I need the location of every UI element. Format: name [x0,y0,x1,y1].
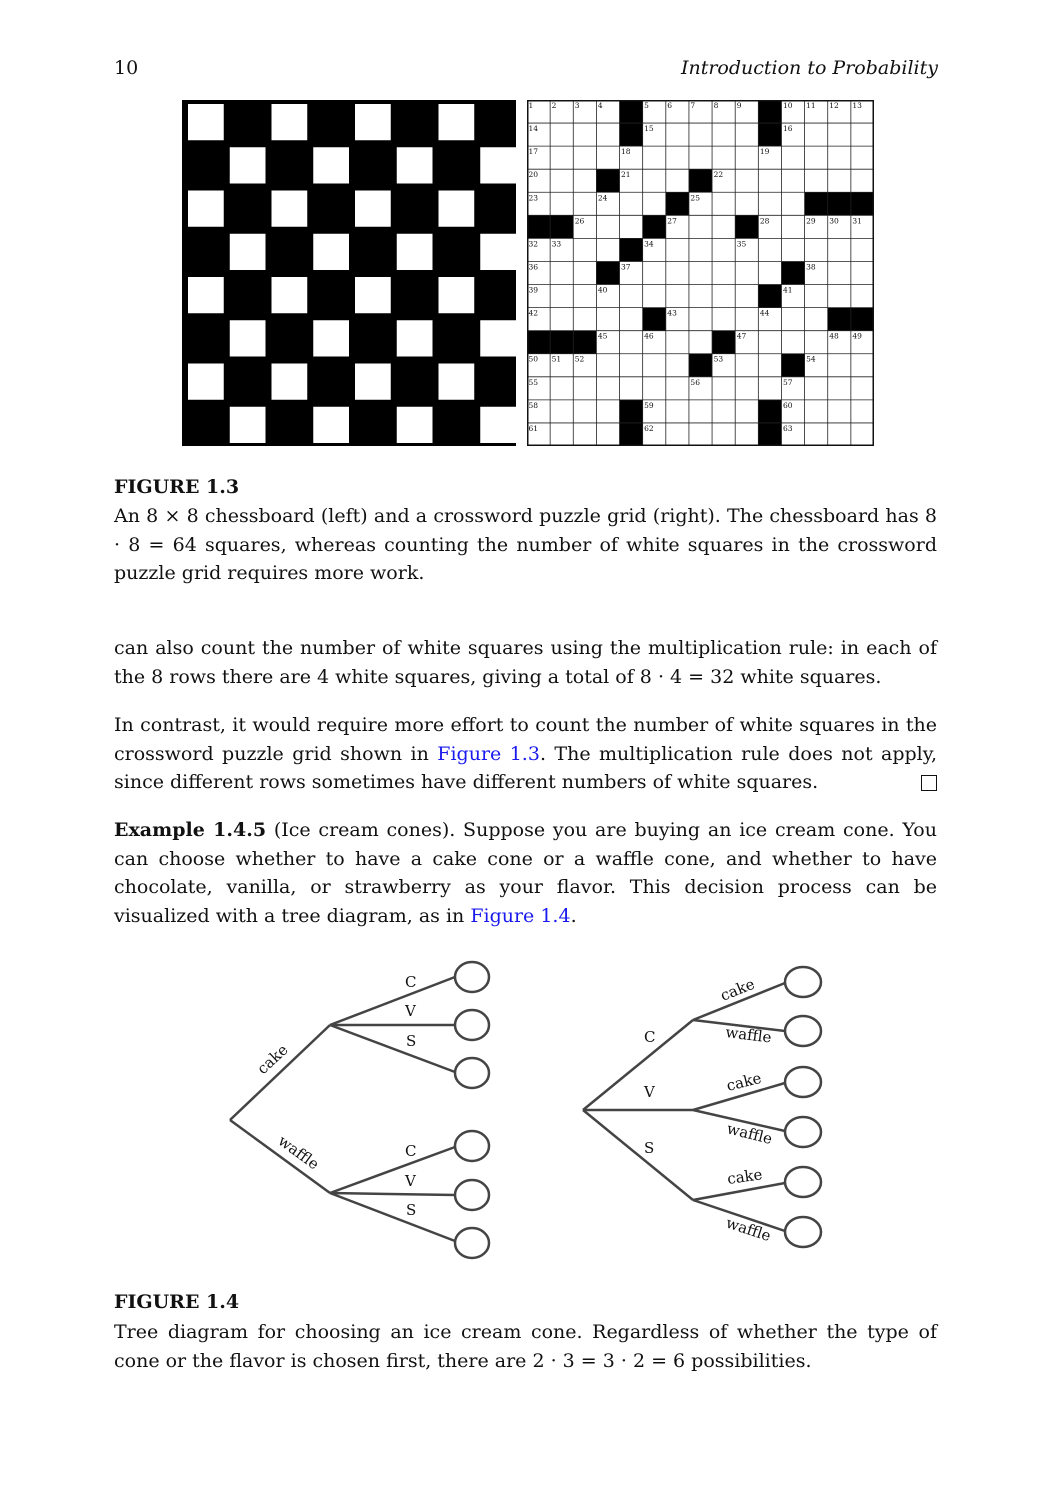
label-waffle: waffle [723,1213,774,1246]
crossword-black-square [781,354,804,377]
crossword-clue-number: 30 [829,216,839,226]
crossword-clue-number: 32 [528,239,539,249]
chess-white-square [188,364,224,400]
edge-root-s [583,1110,693,1200]
crossword-black-square [643,215,666,238]
label-c: C [644,1028,656,1046]
edge-waffle-v [330,1193,455,1195]
crossword-clue-number: 45 [597,331,608,341]
crossword-clue-number: 18 [621,147,631,157]
chess-white-square [439,104,475,140]
crossword-black-square [758,123,781,146]
chess-white-square [272,191,308,227]
crossword-black-square [573,331,596,354]
crossword-clue-number: 35 [736,239,747,249]
chess-white-square [439,191,475,227]
label-cake: cake [726,1165,764,1188]
crossword-clue-number: 55 [528,377,539,387]
crossword-black-square [712,331,735,354]
edge-waffle-c [330,1147,455,1193]
label-v: V [405,1172,416,1190]
para2-text-end: . The multiplication rule does not apply, since different rows sometimes have different numbers of white squares. [114,742,938,793]
label-s: S [644,1139,655,1157]
crossword-black-square [527,215,550,238]
crossword-clue-number: 9 [736,101,742,110]
figure-1-4-label: FIGURE 1.4 [114,1291,240,1313]
crossword-clue-number: 54 [806,354,816,364]
crossword-clue-number: 40 [597,285,608,295]
chess-white-square [313,147,349,183]
tree-diagram-cone-first [215,955,505,1265]
crossword-clue-number: 5 [644,101,649,110]
crossword-clue-number: 17 [528,147,539,157]
figure-1-4-caption: Tree diagram for choosing an ice cream cone. Regardless of whether the type of cone or the flavor is chosen first, there are 2 · 3 = 3 · 2 = 6 possibilities. [114,1321,937,1372]
figure-1-3-caption: An 8 × 8 chessboard (left) and a crossword puzzle grid (right). The chessboard has 8 · 8 = 64 squares, whereas counting the number of white squares in the crossword puzzle grid requires more work. [114,505,937,584]
label-s: S [406,1201,417,1219]
label-s: S [406,1032,417,1050]
crossword-clue-number: 12 [829,101,839,110]
running-head: Introduction to Probability [680,57,938,79]
crossword-black-square [620,123,643,146]
chessboard-figure [182,100,516,446]
crossword-clue-number: 29 [806,216,816,226]
crossword-clue-number: 39 [528,285,539,295]
outcome-node [785,1016,821,1046]
chess-white-square [397,147,433,183]
crossword-clue-number: 4 [597,101,603,110]
crossword-clue-number: 20 [528,170,539,180]
crossword-clue-number: 8 [713,101,719,110]
outcome-node [455,1131,489,1161]
chess-white-square [272,364,308,400]
crossword-clue-number: 13 [852,101,862,110]
crossword-black-square [781,261,804,284]
label-cake: cake [253,1040,292,1078]
outcome-node [785,1167,821,1197]
crossword-black-square [758,100,781,123]
crossword-black-square [620,423,643,446]
crossword-clue-number: 61 [528,423,539,433]
crossword-clue-number: 16 [782,124,793,134]
figure-1-4-link[interactable]: Figure 1.4 [470,904,571,927]
crossword-clue-number: 22 [713,170,724,180]
crossword-clue-number: 26 [574,216,585,226]
chess-white-square [230,147,266,183]
crossword-clue-number: 19 [759,147,770,157]
crossword-grid-figure [527,100,874,446]
chess-white-square [480,234,516,270]
outcome-node [785,1067,821,1097]
outcome-node [455,1010,489,1040]
crossword-black-square [689,354,712,377]
crossword-black-square [666,192,689,215]
crossword-clue-number: 25 [690,193,700,203]
crossword-black-square [758,285,781,308]
outcome-node [455,1058,489,1088]
crossword-clue-number: 48 [829,331,839,341]
label-cake: cake [717,974,758,1005]
crossword-clue-number: 43 [667,308,677,318]
crossword-clue-number: 60 [782,400,793,410]
para2-text: In contrast, it would require more effort to count the number of white squares in the crossword puzzle grid shown in [114,714,937,765]
crossword-black-square [689,169,712,192]
chess-white-square [480,407,516,443]
edge-waffle-s [330,1193,455,1241]
edge-root-cake [230,1025,330,1120]
example-label: Example 1.4.5 [114,819,267,841]
crossword-clue-number: 59 [644,400,654,410]
crossword-clue-number: 53 [713,354,724,364]
outcome-node [785,967,821,997]
chess-white-square [439,364,475,400]
crossword-black-square [758,423,781,446]
crossword-clue-number: 23 [528,193,539,203]
outcome-node [455,1228,489,1258]
crossword-clue-number: 42 [528,308,539,318]
crossword-clue-number: 1 [528,101,534,110]
example-end: . [570,904,577,927]
chess-white-square [355,364,391,400]
figure-1-3-label: FIGURE 1.3 [114,476,240,498]
label-c: C [405,1142,417,1160]
crossword-clue-number: 52 [574,354,585,364]
crossword-clue-number: 58 [528,400,539,410]
label-waffle: waffle [274,1131,323,1174]
crossword-clue-number: 24 [597,193,608,203]
crossword-clue-number: 7 [690,101,696,110]
crossword-clue-number: 6 [667,101,673,110]
crossword-clue-number: 56 [690,377,700,387]
crossword-black-square [550,215,573,238]
body-paragraph-1: can also count the number of white squares using the multiplication rule: in each of the 8 rows there are 4 white squares, giving a total of 8 · 4 = 32 white squares. [114,637,937,688]
crossword-clue-number: 33 [551,239,562,249]
example-title: (Ice cream cones). [266,819,456,841]
chess-white-square [397,234,433,270]
chess-white-square [188,277,224,313]
outcome-node [455,962,489,992]
crossword-clue-number: 11 [806,101,816,110]
crossword-clue-number: 34 [644,239,654,249]
crossword-black-square [596,261,619,284]
crossword-clue-number: 10 [782,101,793,110]
chess-white-square [230,407,266,443]
chess-white-square [313,234,349,270]
chess-white-square [313,407,349,443]
crossword-black-square [620,400,643,423]
edge-root-c [583,1020,693,1110]
qed-square-icon [921,775,937,791]
chess-white-square [272,104,308,140]
crossword-black-square [828,192,851,215]
chess-white-square [355,104,391,140]
crossword-black-square [851,192,874,215]
figure-1-3-link[interactable]: Figure 1.3 [437,742,540,765]
crossword-clue-number: 36 [528,262,539,272]
crossword-black-square [596,169,619,192]
outcome-node [455,1180,489,1210]
tree-diagram-flavor-first [570,955,835,1255]
chess-white-square [188,191,224,227]
crossword-clue-number: 38 [806,262,816,272]
chess-white-square [230,234,266,270]
label-cake: cake [724,1068,764,1095]
crossword-clue-number: 63 [782,423,793,433]
edge-cake-c [330,977,455,1025]
chess-white-square [480,320,516,356]
crossword-black-square [735,215,758,238]
label-v: V [644,1083,655,1101]
crossword-clue-number: 62 [644,423,654,433]
chess-white-square [313,320,349,356]
crossword-clue-number: 31 [852,216,862,226]
crossword-clue-number: 47 [736,331,747,341]
chess-white-square [397,407,433,443]
crossword-clue-number: 14 [528,124,539,134]
crossword-black-square [758,400,781,423]
crossword-black-square [851,308,874,331]
crossword-black-square [550,331,573,354]
chess-white-square [355,191,391,227]
outcome-node [785,1117,821,1147]
body-paragraph-2 [114,711,937,797]
crossword-black-square [620,100,643,123]
crossword-black-square [828,308,851,331]
crossword-clue-number: 37 [621,262,631,272]
example-paragraph [114,816,937,930]
crossword-clue-number: 57 [782,377,793,387]
crossword-clue-number: 3 [574,101,580,110]
crossword-black-square [527,331,550,354]
crossword-clue-number: 49 [852,331,862,341]
chess-white-square [397,320,433,356]
crossword-clue-number: 41 [782,285,793,295]
chess-white-square [230,320,266,356]
crossword-clue-number: 21 [621,170,631,180]
outcome-node [785,1217,821,1247]
crossword-clue-number: 44 [759,308,770,318]
crossword-clue-number: 28 [759,216,770,226]
chess-white-square [439,277,475,313]
crossword-clue-number: 50 [528,354,539,364]
crossword-clue-number: 15 [644,124,654,134]
crossword-clue-number: 27 [667,216,677,226]
chess-white-square [272,277,308,313]
crossword-clue-number: 51 [551,354,562,364]
crossword-black-square [805,192,828,215]
chess-white-square [355,277,391,313]
label-c: C [405,973,417,991]
chess-white-square [480,147,516,183]
crossword-clue-number: 2 [551,101,557,110]
edge-cake-s [330,1025,455,1072]
crossword-black-square [643,308,666,331]
example-text: Suppose you are buying an ice cream cone. You can choose whether to have a cake cone or a waffle cone, and whether to have chocolate, vanilla, or strawberry as your flavor. This decision process can be visualized with a tree diagram, as in [114,819,937,927]
chess-white-square [188,104,224,140]
page-number: 10 [114,57,139,79]
crossword-clue-number: 46 [644,331,654,341]
label-waffle: waffle [724,1023,773,1047]
label-v: V [405,1002,416,1020]
crossword-black-square [620,238,643,261]
label-waffle: waffle [725,1119,775,1149]
